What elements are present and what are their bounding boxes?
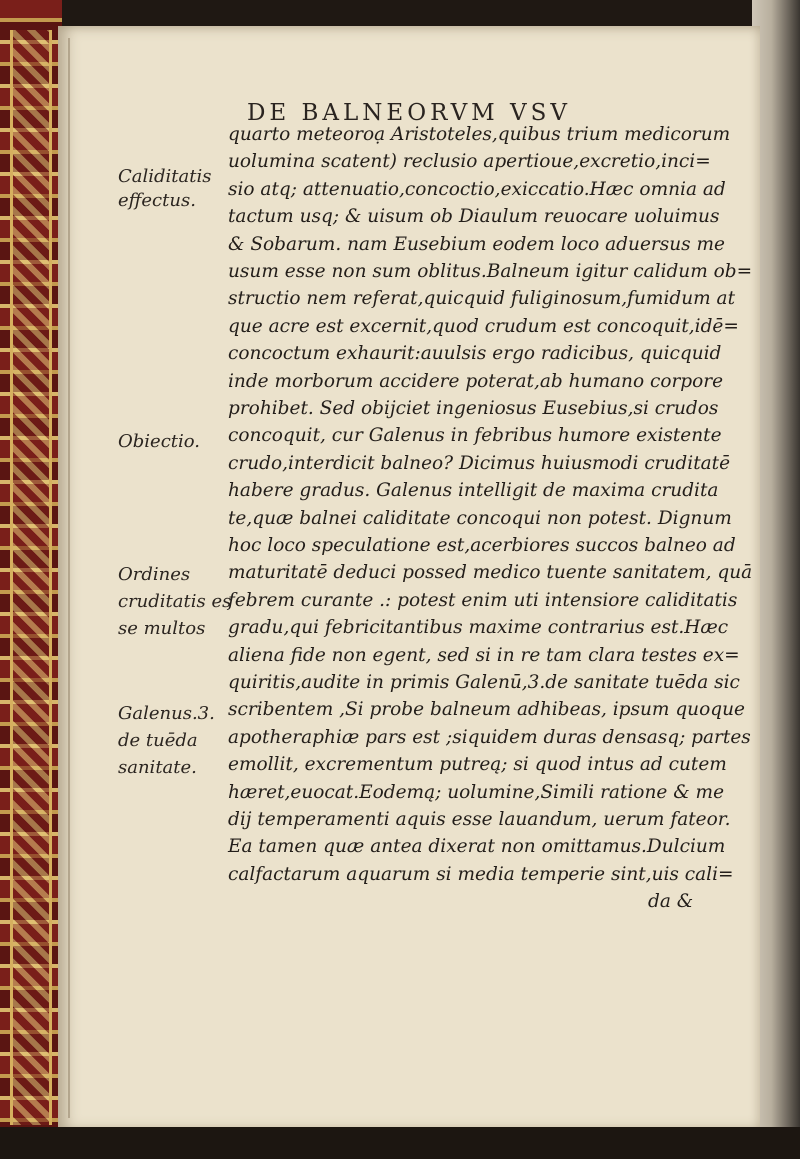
text-line: uolumina scatent) reclusio apertioue,excretio,inci= [228,151,711,173]
bottom-edge [0,1127,800,1159]
running-head: DE BALNEORVM VSV [246,100,572,126]
text-line: que acre est excernit,quod crudum est concoquit,idē= [228,315,739,337]
margin-note-de-tueda: de tuēda [118,730,198,751]
margin-note-sanitate: sanitate. [118,757,197,778]
text-line: maturitatē deduci possed medico tuente sanitatem, quā [228,562,753,584]
text-line: te,quæ balnei caliditate concoqui non potest. Dignum [228,507,732,529]
text-line: da & [648,891,694,913]
text-line: usum esse non sum oblitus.Balneum igitur calidum ob= [228,261,753,282]
margin-note-caliditatis: Caliditatis [118,166,212,187]
book-page [58,26,760,1131]
text-line: aliena fide non egent, sed si in re tam clara testes ex= [228,644,740,666]
margin-note-cruditatis: cruditatis es [118,591,232,612]
margin-note-ordines: Ordines [118,564,191,585]
cover-ornament [10,30,52,1125]
text-line: gradu,qui febricitantibus maxime contrarius est.Hæc [228,617,729,639]
text-line: scribentem ,Si probe balneum adhibeas, ipsum quoque [228,699,745,721]
margin-note-multos: se multos [118,618,206,639]
text-line: tactum usq; & uisum ob Diaulum reuocare uoluimus [228,206,720,228]
text-line: concoctum exhaurit:auulsis ergo radicibus, quicquid [228,343,722,365]
text-line: habere gradus. Galenus intelligit de maxima crudita [228,480,719,502]
text-line: sio atq; attenuatio,concoctio,exiccatio.Hæc omnia ad [228,178,726,200]
margin-note-effectus: effectus. [118,190,196,211]
gutter-line [68,38,70,1118]
text-line: hæret,euocat.Eodemą; uolumine,Simili ratione & me [228,781,725,803]
text-line: inde morborum accidere poterat,ab humano corpore [228,370,724,392]
text-line: emollit, excrementum putreą; si quod intus ad cutem [228,754,727,776]
text-line: & Sobarum. nam Eusebium eodem loco aduersus me [228,233,726,255]
text-line: febrem curante .: potest enim uti intensiore caliditatis [228,589,738,611]
text-line: dij temperamenti aquis esse lauandum, uerum fateor. [228,809,731,830]
text-line: hoc loco speculatione est,acerbiores succos balneo ad [228,535,736,556]
book-cover-edge [0,0,62,1159]
text-line: quarto meteoroạ Aristoteles,quibus trium medicorum [228,124,731,145]
text-line: crudo,interdicit balneo? Dicimus huiusmodi cruditatē [228,452,731,474]
margin-note-galenus: Galenus.3. [118,703,215,724]
text-line: prohibet. Sed obijciet ingeniosus Eusebius,si crudos [228,398,719,419]
text-line: concoquit, cur Galenus in febribus humore existente [228,425,722,447]
text-line: structio nem referat,quicquid fuliginosum,fumidum at [228,288,736,310]
text-line: apotheraphiæ pars est ;siquidem duras densasq; partes [228,726,751,748]
top-edge [0,0,800,28]
text-line: quiritis,audite in primis Galenū,3.de sanitate tuēda sic [228,672,740,693]
text-line: calfactarum aquarum si media temperie sint,uis cali= [228,863,734,885]
margin-note-obiectio: Obiectio. [118,431,201,452]
text-line: Ea tamen quæ antea dixerat non omittamus.Dulcium [228,836,726,858]
